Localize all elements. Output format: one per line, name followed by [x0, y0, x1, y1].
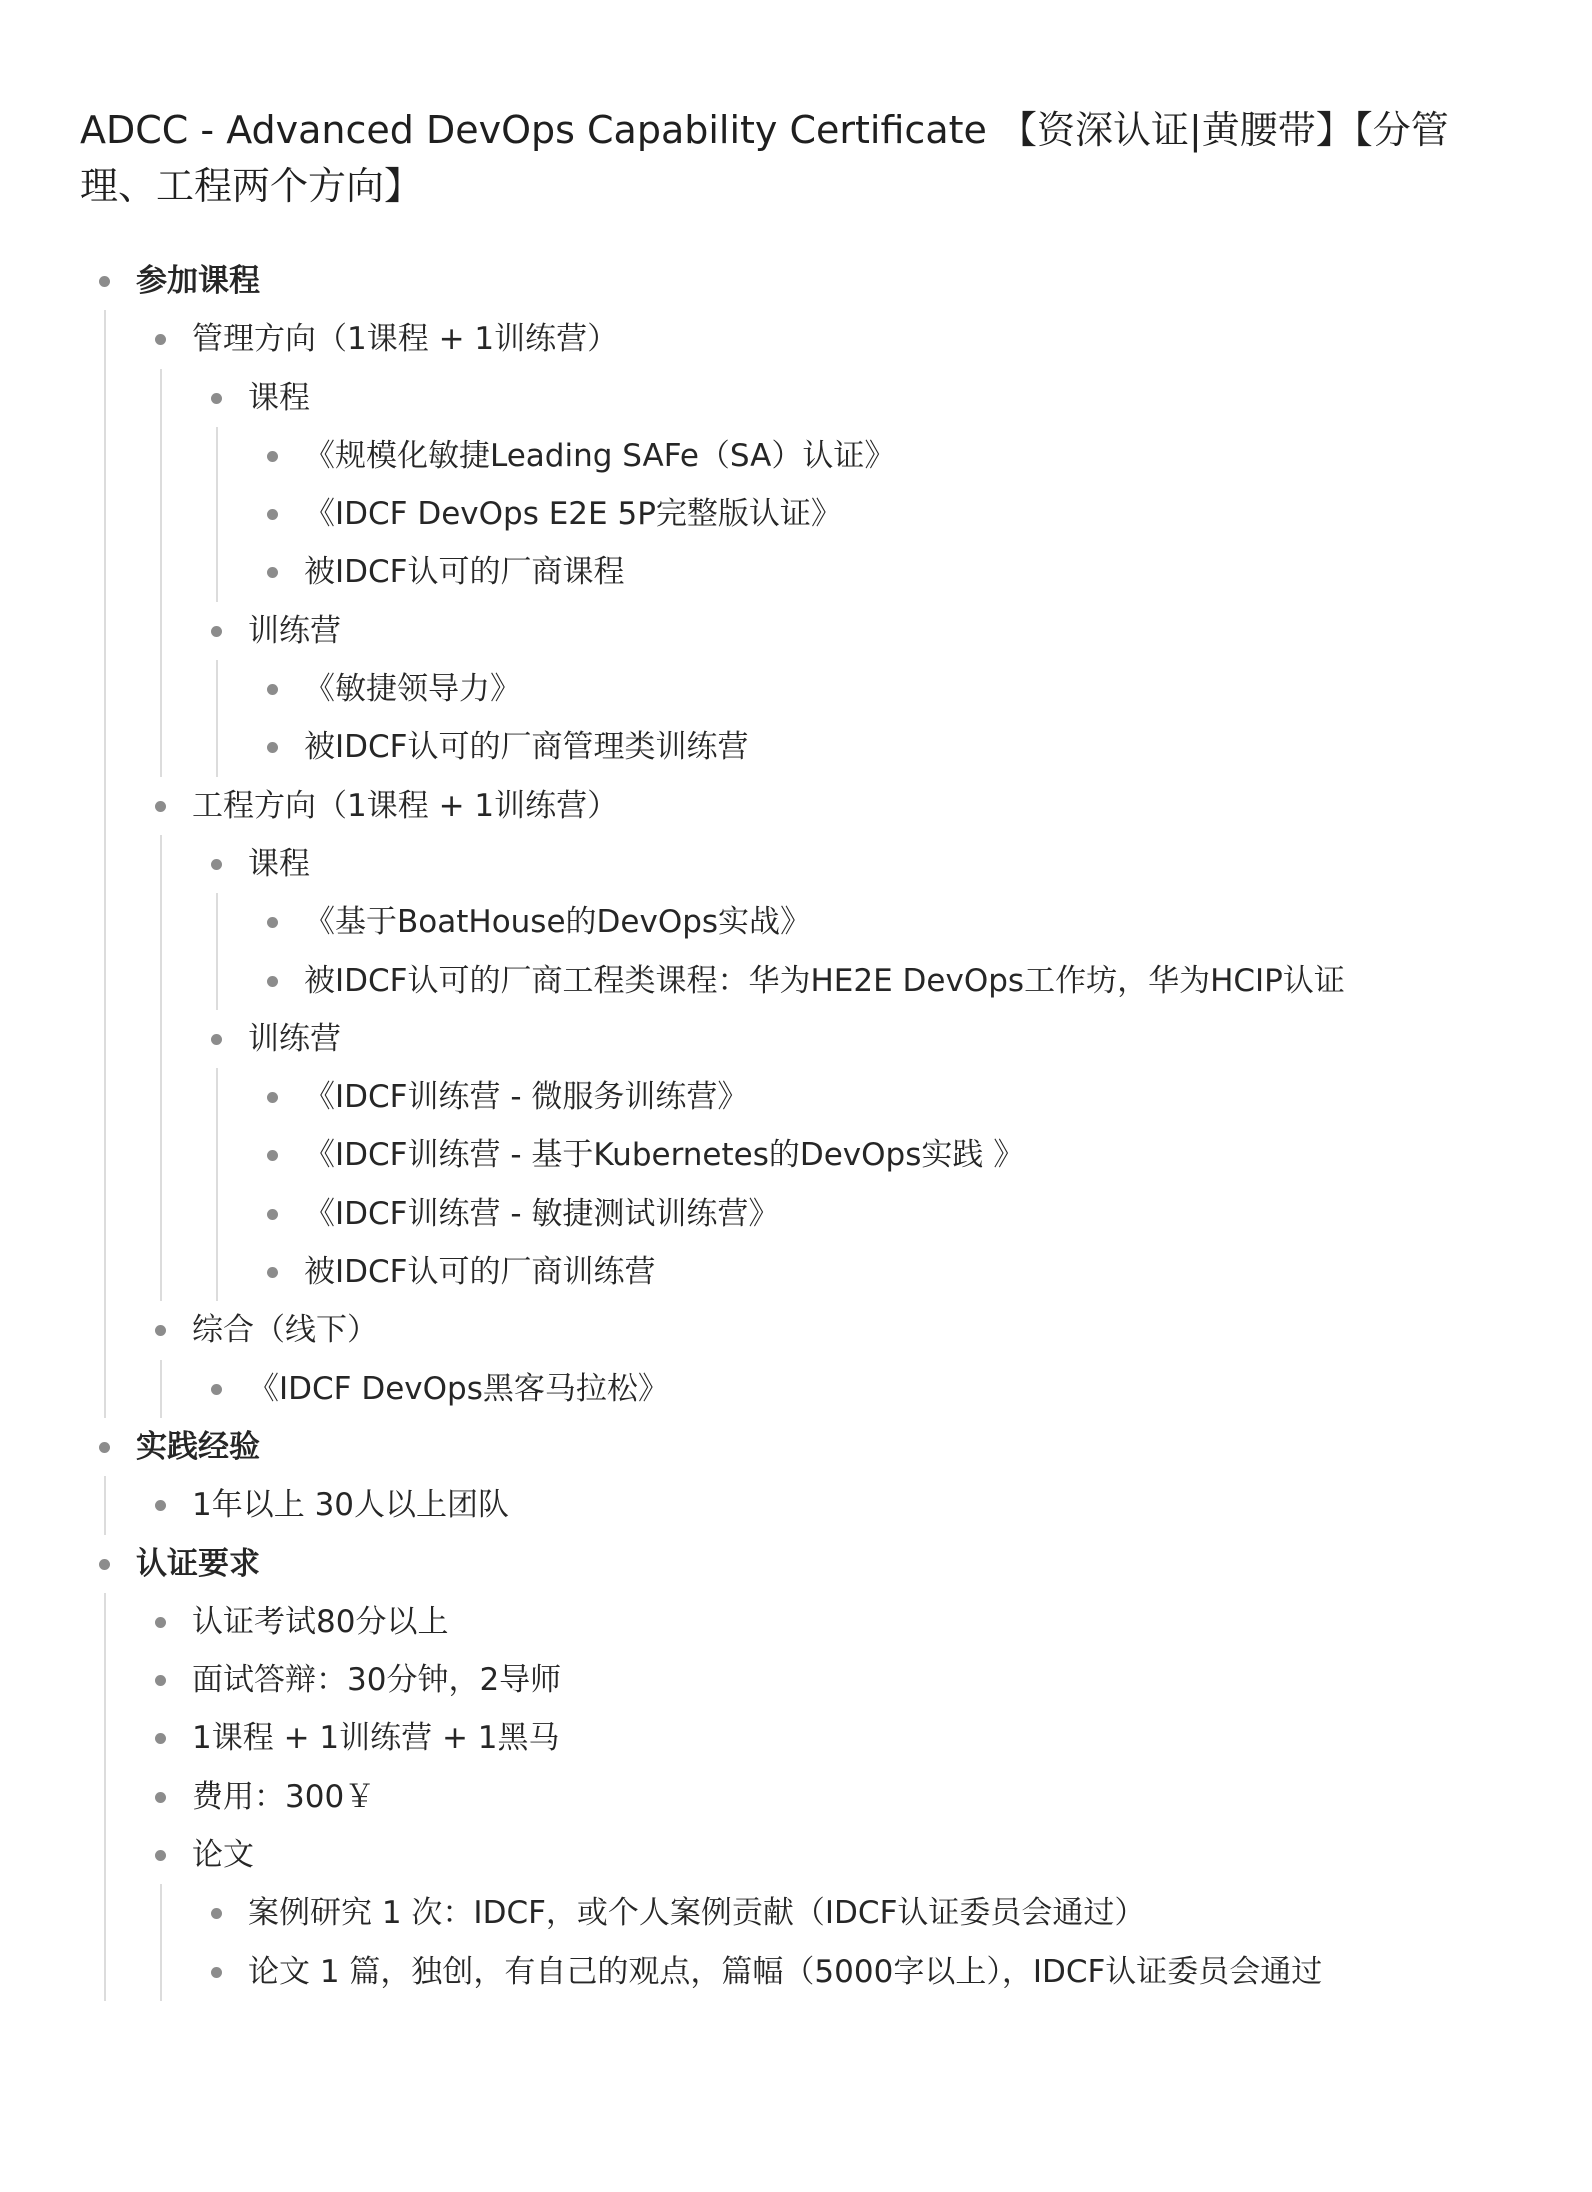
item-label: 案例研究 1 次：IDCF，或个人案例贡献（IDCF认证委员会通过） — [248, 1895, 1146, 1932]
bullet-icon — [267, 451, 278, 462]
outline-item — [136, 777, 1560, 1302]
outline-item — [248, 427, 1560, 485]
item-label: 论文 1 篇，独创，有自己的观点，篇幅（5000字以上），IDCF认证委员会通过 — [248, 1953, 1323, 1990]
bullet-icon — [155, 801, 166, 812]
list-item — [248, 485, 1560, 543]
bullet-icon — [267, 509, 278, 520]
item-label: 工程方向（1课程 + 1训练营） — [192, 787, 619, 824]
list-item — [136, 1593, 1560, 1651]
item-label: 论文 — [192, 1837, 254, 1874]
outline-item — [136, 1709, 1560, 1767]
bullet-icon — [155, 1325, 166, 1336]
bullet-icon — [267, 1150, 278, 1161]
outline-item — [192, 369, 1560, 602]
outline-item — [136, 310, 1560, 776]
list-item — [248, 1126, 1560, 1184]
item-label: 训练营 — [248, 612, 341, 649]
list-item — [192, 1360, 1560, 1418]
section-heading — [80, 1535, 1560, 1593]
nested-list — [80, 1593, 1560, 2001]
outline-item — [192, 1360, 1560, 1418]
bullet-icon — [155, 1792, 166, 1803]
bullet-icon — [211, 1384, 222, 1395]
item-label: 《IDCF训练营 - 微服务训练营》 — [304, 1079, 749, 1116]
section-heading — [80, 252, 1560, 310]
page-title: ADCC - Advanced DevOps Capability Certificate 【资深认证|黄腰带】【分管理、工程两个方向】 — [80, 108, 1449, 208]
list-item — [248, 1068, 1560, 1126]
bullet-icon — [267, 684, 278, 695]
bullet-icon — [211, 1908, 222, 1919]
bullet-icon — [267, 742, 278, 753]
nested-list — [136, 1884, 1560, 2001]
outline-item — [248, 660, 1560, 718]
bullet-icon — [211, 626, 222, 637]
list-item — [136, 1301, 1560, 1359]
item-label: 1年以上 30人以上团队 — [192, 1487, 510, 1524]
outline-item — [80, 1418, 1560, 1535]
outline-item — [248, 952, 1560, 1010]
outline-item — [192, 1010, 1560, 1301]
section-heading — [80, 1418, 1560, 1476]
outline-item — [248, 718, 1560, 776]
list-item — [248, 427, 1560, 485]
list-item — [136, 310, 1560, 368]
nested-list — [192, 893, 1560, 1010]
outline-item — [248, 1185, 1560, 1243]
bullet-icon — [99, 276, 110, 287]
nested-list — [192, 1068, 1560, 1301]
item-label: 被IDCF认可的厂商课程 — [304, 554, 625, 591]
outline-item — [136, 1826, 1560, 2001]
item-label: 《IDCF训练营 - 敏捷测试训练营》 — [304, 1195, 780, 1232]
outline-item — [192, 602, 1560, 777]
outline-item — [248, 893, 1560, 951]
bullet-icon — [211, 393, 222, 404]
list-item — [248, 893, 1560, 951]
item-label: 被IDCF认可的厂商工程类课程：华为HE2E DevOps工作坊，华为HCIP认证 — [304, 962, 1345, 999]
list-item — [136, 777, 1560, 835]
outline-item — [192, 835, 1560, 1010]
outline-item — [136, 1651, 1560, 1709]
item-label: 《基于BoatHouse的DevOps实战》 — [304, 904, 812, 941]
item-label: 管理方向（1课程 + 1训练营） — [192, 321, 619, 358]
item-label: 课程 — [248, 845, 310, 882]
outline-item — [248, 485, 1560, 543]
bullet-icon — [267, 1267, 278, 1278]
list-item — [136, 1651, 1560, 1709]
list-item — [248, 952, 1560, 1010]
list-item — [192, 1943, 1560, 2001]
outline-item — [136, 1593, 1560, 1651]
item-label: 认证考试80分以上 — [192, 1603, 449, 1640]
list-item — [136, 1768, 1560, 1826]
item-label: 费用：300￥ — [192, 1778, 376, 1815]
list-item — [192, 1010, 1560, 1068]
outline-item — [136, 1476, 1560, 1534]
bullet-icon — [155, 1675, 166, 1686]
list-item — [136, 1826, 1560, 1884]
item-label: 面试答辩：30分钟，2导师 — [192, 1662, 562, 1699]
bullet-icon — [267, 1209, 278, 1220]
item-label: 《IDCF训练营 - 基于Kubernetes的DevOps实践 》 — [304, 1137, 1025, 1174]
list-item — [192, 1884, 1560, 1942]
list-item — [248, 1243, 1560, 1301]
bullet-icon — [99, 1442, 110, 1453]
outline-item — [248, 1243, 1560, 1301]
item-label: 《IDCF DevOps E2E 5P完整版认证》 — [304, 496, 842, 533]
bullet-icon — [211, 1034, 222, 1045]
bullet-icon — [211, 1967, 222, 1978]
nested-list — [192, 427, 1560, 602]
item-label: 被IDCF认可的厂商训练营 — [304, 1254, 656, 1291]
bullet-icon — [267, 917, 278, 928]
item-label: 《敏捷领导力》 — [304, 671, 521, 708]
item-label: 实践经验 — [136, 1428, 260, 1465]
item-label: 综合（线下） — [192, 1312, 378, 1349]
list-item — [248, 718, 1560, 776]
item-label: 《IDCF DevOps黑客马拉松》 — [248, 1370, 669, 1407]
nested-list — [80, 310, 1560, 1418]
bullet-icon — [267, 567, 278, 578]
outline-item — [248, 543, 1560, 601]
item-label: 训练营 — [248, 1020, 341, 1057]
item-label: 认证要求 — [136, 1545, 260, 1582]
bullet-icon — [155, 1617, 166, 1628]
outline-item — [248, 1068, 1560, 1126]
nested-list — [136, 1360, 1560, 1418]
nested-list — [80, 1476, 1560, 1534]
bullet-icon — [155, 334, 166, 345]
bullet-icon — [155, 1733, 166, 1744]
item-label: 参加课程 — [136, 263, 260, 299]
outline-item — [192, 1884, 1560, 1942]
list-item — [248, 660, 1560, 718]
list-item — [192, 835, 1560, 893]
bullet-icon — [267, 1092, 278, 1103]
outline-item — [248, 1126, 1560, 1184]
bullet-icon — [267, 976, 278, 987]
outline-item — [192, 1943, 1560, 2001]
item-label: 课程 — [248, 379, 310, 416]
nested-list — [192, 660, 1560, 777]
list-item — [136, 1709, 1560, 1767]
item-label: 《规模化敏捷Leading SAFe（SA）认证》 — [304, 437, 896, 474]
outline-item — [80, 252, 1560, 1418]
list-item — [136, 1476, 1560, 1534]
nested-list — [136, 835, 1560, 1301]
list-item — [248, 543, 1560, 601]
list-item — [192, 602, 1560, 660]
outline-item — [136, 1768, 1560, 1826]
bullet-icon — [155, 1850, 166, 1861]
list-item — [248, 1185, 1560, 1243]
item-label: 1课程 + 1训练营 + 1黑马 — [192, 1720, 560, 1757]
outline-item — [136, 1301, 1560, 1418]
bullet-icon — [155, 1500, 166, 1511]
nested-list — [136, 369, 1560, 777]
outline-item — [80, 1535, 1560, 2001]
item-label: 被IDCF认可的厂商管理类训练营 — [304, 729, 749, 766]
bullet-icon — [211, 859, 222, 870]
outline-list — [80, 252, 1560, 2001]
bullet-icon — [99, 1559, 110, 1570]
list-item — [192, 369, 1560, 427]
